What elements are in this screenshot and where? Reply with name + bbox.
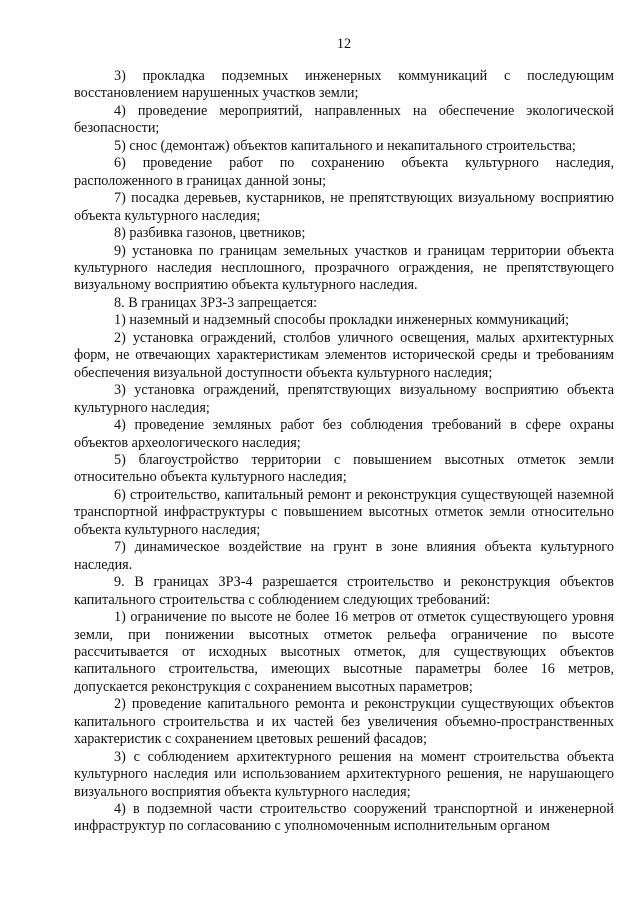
- paragraph: 3) установка ограждений, препятствующих визуальному восприятию объекта культурного наследия;: [74, 382, 614, 416]
- paragraph: 4) проведение земляных работ без соблюдения требований в сфере охраны объектов археологического наследия;: [74, 417, 614, 451]
- paragraph: 4) проведение мероприятий, направленных на обеспечение экологической безопасности;: [74, 102, 614, 137]
- paragraph: 1) наземный и надземный способы прокладки инженерных коммуникаций;: [114, 312, 570, 329]
- document-page: [74, 34, 614, 836]
- document-body: [74, 68, 614, 836]
- paragraph: 6) проведение работ по сохранению объекта культурного наследия, расположенного в границах данной зоны;: [74, 155, 614, 189]
- paragraph: 5) снос (демонтаж) объектов капитального и некапитального строительства;: [114, 137, 576, 154]
- paragraph: 1) ограничение по высоте не более 16 метров от отметок существующего уровня земли, при понижении высотных отметок рельефа ограничение по высоте рассчитывается от исходных высотных отметок, для существующих объектов капитального строительства, имеющих высотные параметры более 16 метров, допускается реконструкция с сохранением высотных параметров;: [74, 609, 614, 695]
- paragraph: 3) с соблюдением архитектурного решения на момент строительства объекта культурного наследия или использованием архитектурного решения, не нарушающего визуального восприятия объекта культурного наследия;: [74, 748, 614, 800]
- paragraph: 2) проведение капитального ремонта и реконструкции существующих объектов капитального строительства и их частей без увеличения объемно-пространственных характеристик с сохранением цветовых решений фасадов;: [74, 696, 614, 748]
- paragraph: 9) установка по границам земельных участков и границам территории объекта культурного наследия несплошного, прозрачного ограждения, не препятствующего визуальному восприятию объекта культурного наследия.: [74, 242, 614, 294]
- paragraph: 5) благоустройство территории с повышением высотных отметок земли относительно объекта культурного наследия;: [74, 451, 614, 486]
- section-heading: 8. В границах ЗРЗ-3 запрещается:: [114, 294, 318, 311]
- paragraph: 3) прокладка подземных инженерных коммуникаций с последующим восстановлением нарушенных участков земли;: [74, 68, 614, 102]
- paragraph: 7) динамическое воздействие на грунт в зоне влияния объекта культурного наследия.: [74, 539, 614, 573]
- paragraph: 7) посадка деревьев, кустарников, не препятствующих визуальному восприятию объекта культурного наследия;: [74, 190, 614, 224]
- page-number: 12: [336, 36, 352, 52]
- section-heading: 9. В границах ЗРЗ-4 разрешается строительство и реконструкция объектов капитального строительства с соблюдением следующих требований:: [74, 574, 614, 608]
- paragraph: 8) разбивка газонов, цветников;: [114, 225, 306, 242]
- paragraph: 2) установка ограждений, столбов уличного освещения, малых архитектурных форм, не отвечающих характеристикам элементов исторической среды и требованиям обеспечения визуальной доступности объекта культурного наследия;: [74, 329, 614, 381]
- paragraph: 4) в подземной части строительство сооружений транспортной и инженерной инфраструктур по согласованию с уполномоченным исполнительным органом: [74, 801, 614, 835]
- paragraph: 6) строительство, капитальный ремонт и реконструкция существующей наземной транспортной инфраструктуры с повышением высотных отметок земли относительно объекта культурного наследия;: [74, 486, 614, 538]
